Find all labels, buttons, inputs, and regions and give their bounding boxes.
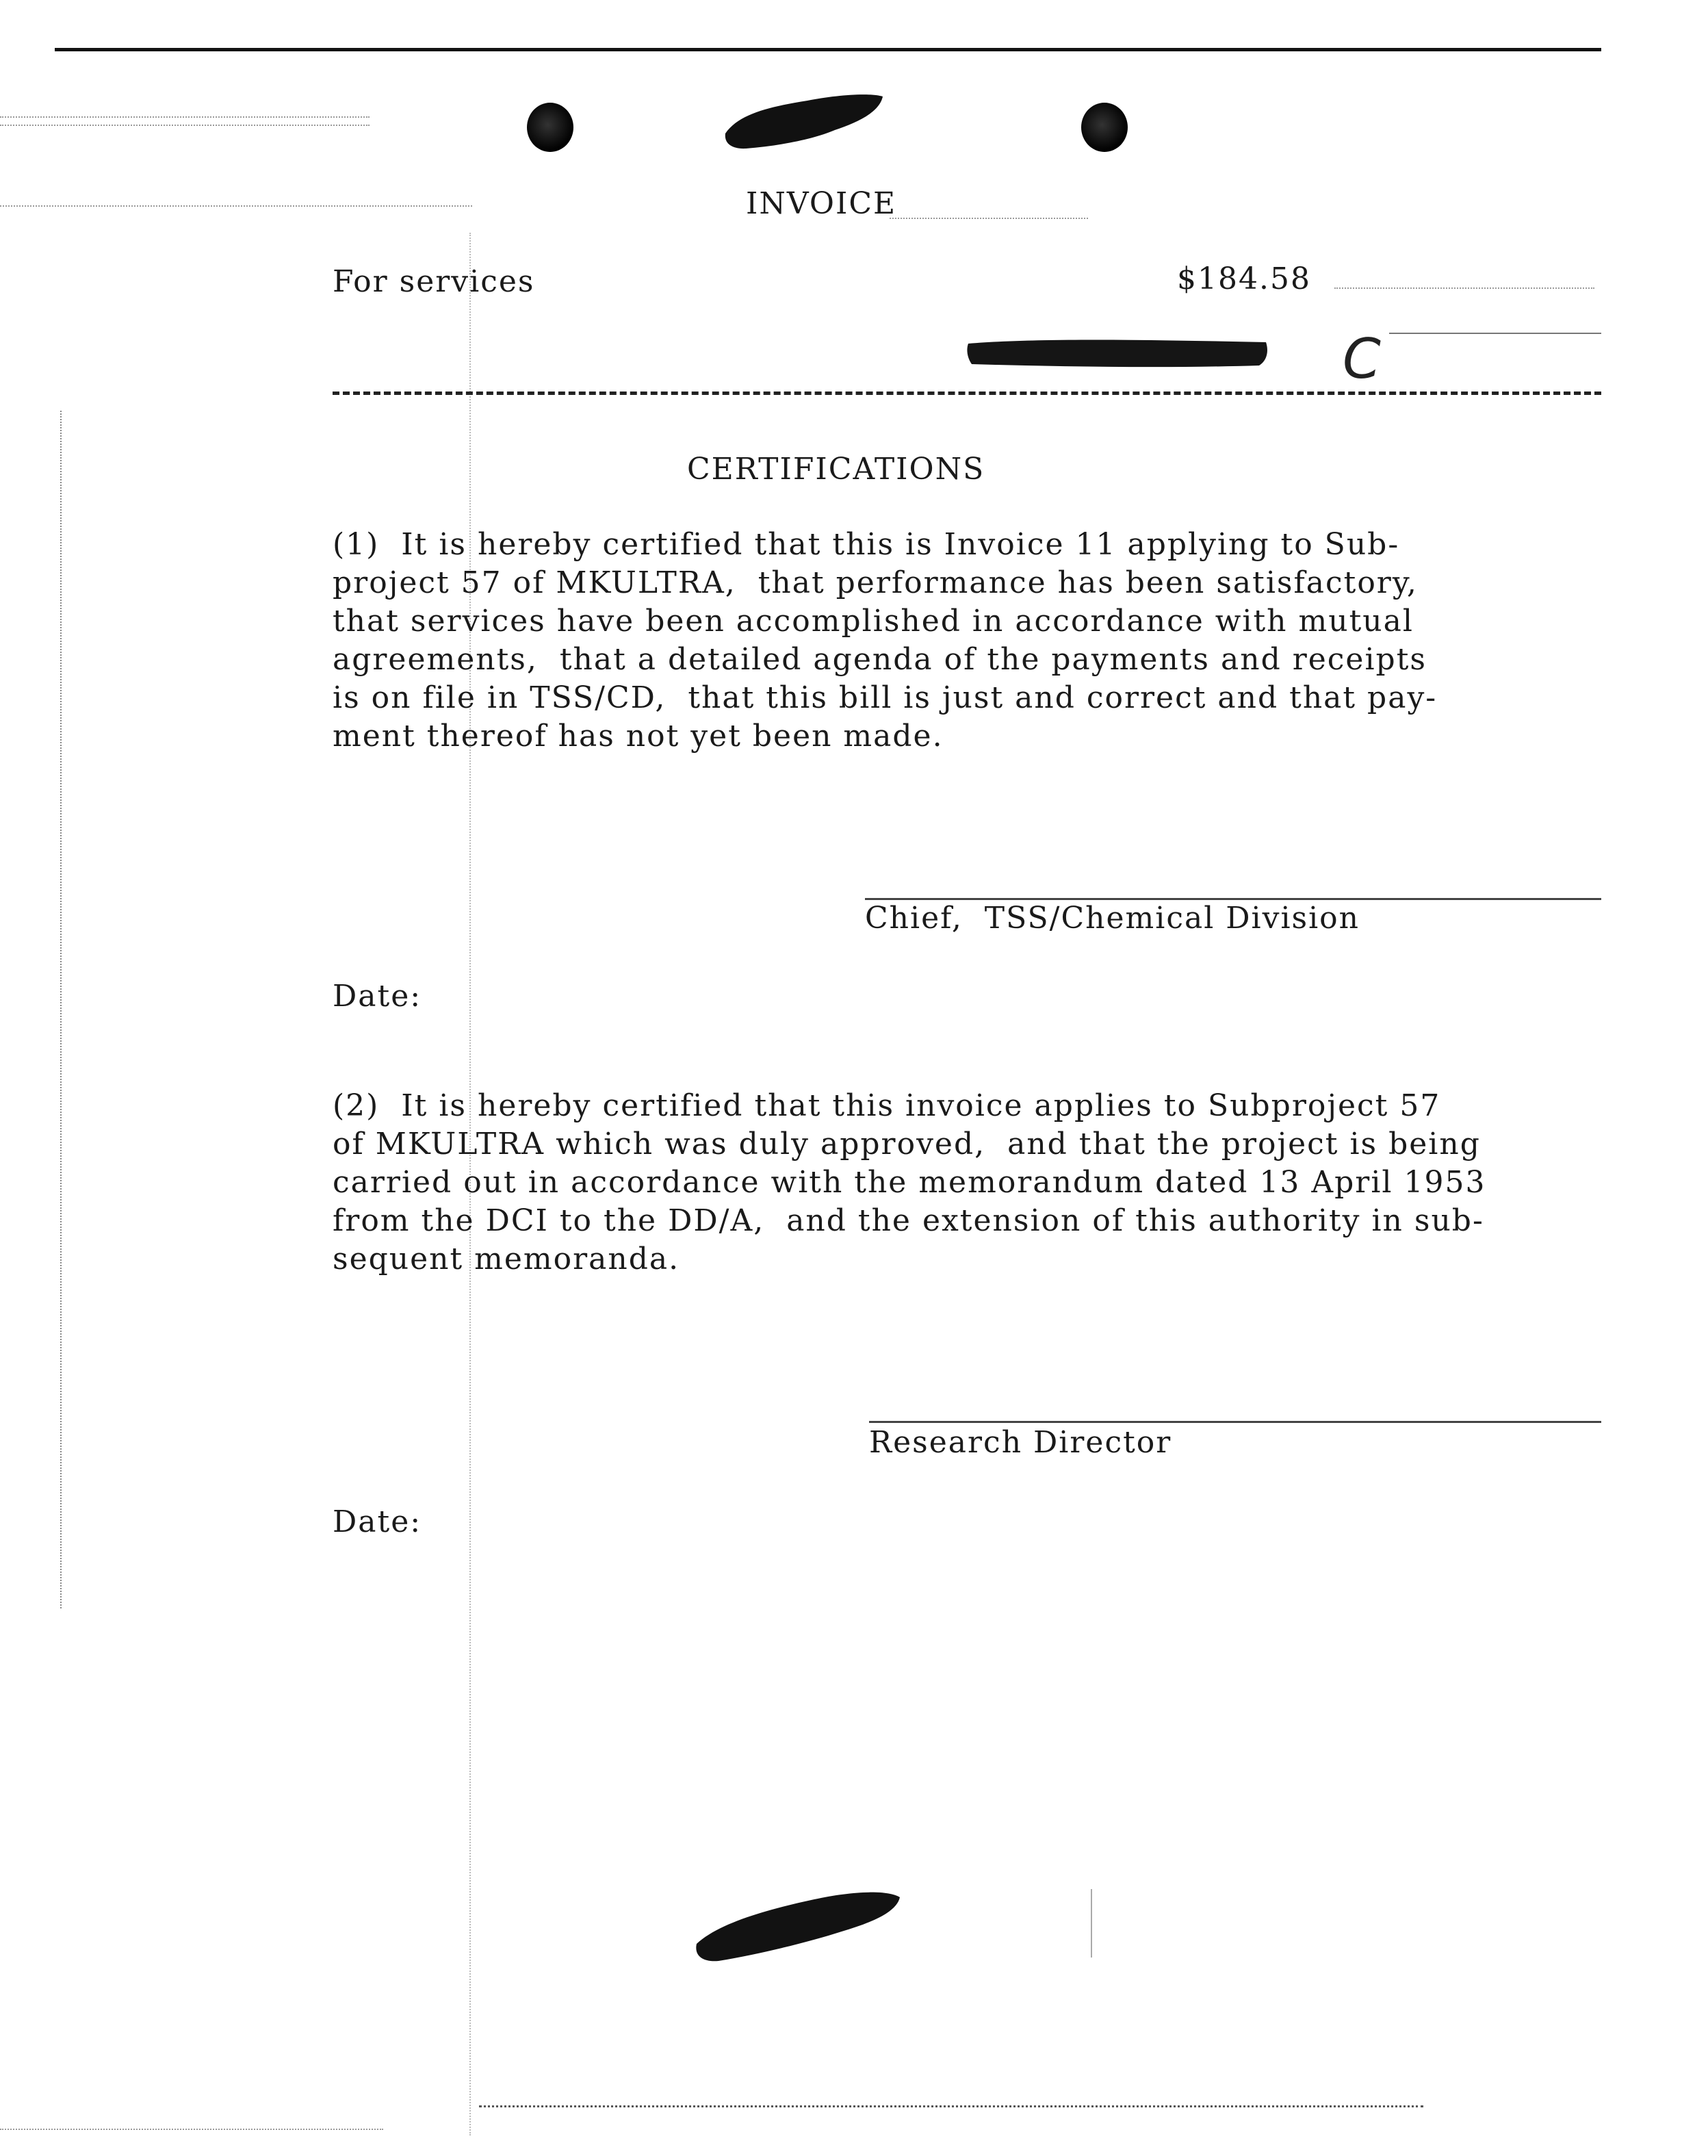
redaction-mark-bottom [691,1882,903,1964]
scan-artifact-line [0,2129,383,2130]
bottom-box-edge [1091,1889,1092,1958]
paragraph-line: carried out in accordance with the memorandum dated 13 April 1953 [333,1165,1486,1200]
invoice-title: INVOICE [746,186,897,221]
scan-artifact-line [0,205,472,207]
paragraph-line: is on file in TSS/CD, that this bill is just and correct and that pay- [333,680,1438,715]
date-label-1: Date: [333,979,422,1014]
amount-trailing-line [1334,287,1594,289]
paragraph-line: sequent memoranda. [333,1242,680,1276]
signer-chief-label: Chief, TSS/Chemical Division [865,901,1360,936]
redaction-mark-top [719,86,890,154]
line-item-label: For services [333,264,535,299]
certification-2-paragraph [333,1087,1486,1279]
right-edge-line [1389,333,1601,334]
paragraph-line: agreements, that a detailed agenda of the payments and receipts [333,642,1427,677]
left-edge-artifact [60,411,62,1608]
paragraph-line: of MKULTRA which was duly approved, and that the project is being [333,1127,1481,1162]
top-border-line [55,48,1601,51]
redaction-mark-middle [965,335,1273,370]
punch-hole-right [1081,103,1128,152]
title-trailing-line [890,218,1088,219]
scan-artifact-line [479,2105,1423,2107]
certifications-heading: CERTIFICATIONS [687,452,985,487]
scan-artifact-line [0,116,370,118]
scan-artifact-line [0,125,370,126]
section-separator [333,392,1601,395]
invoice-amount: $184.58 [1177,261,1311,296]
signature-line-1 [865,898,1601,900]
date-label-2: Date: [333,1504,422,1539]
paragraph-line: project 57 of MKULTRA, that performance has been satisfactory, [333,565,1418,600]
paragraph-line: (1) It is hereby certified that this is Invoice 11 applying to Sub- [333,527,1400,562]
handwritten-check-mark: C [1343,327,1382,391]
paragraph-line: from the DCI to the DD/A, and the extension of this authority in sub- [333,1203,1484,1238]
signer-research-director-label: Research Director [869,1425,1172,1460]
punch-hole-left [527,103,573,152]
signature-line-2 [869,1421,1601,1423]
certification-1-paragraph [333,526,1437,756]
paragraph-line: ment thereof has not yet been made. [333,719,944,754]
paragraph-line: (2) It is hereby certified that this invoice applies to Subproject 57 [333,1088,1441,1123]
paragraph-line: that services have been accomplished in accordance with mutual [333,604,1414,639]
